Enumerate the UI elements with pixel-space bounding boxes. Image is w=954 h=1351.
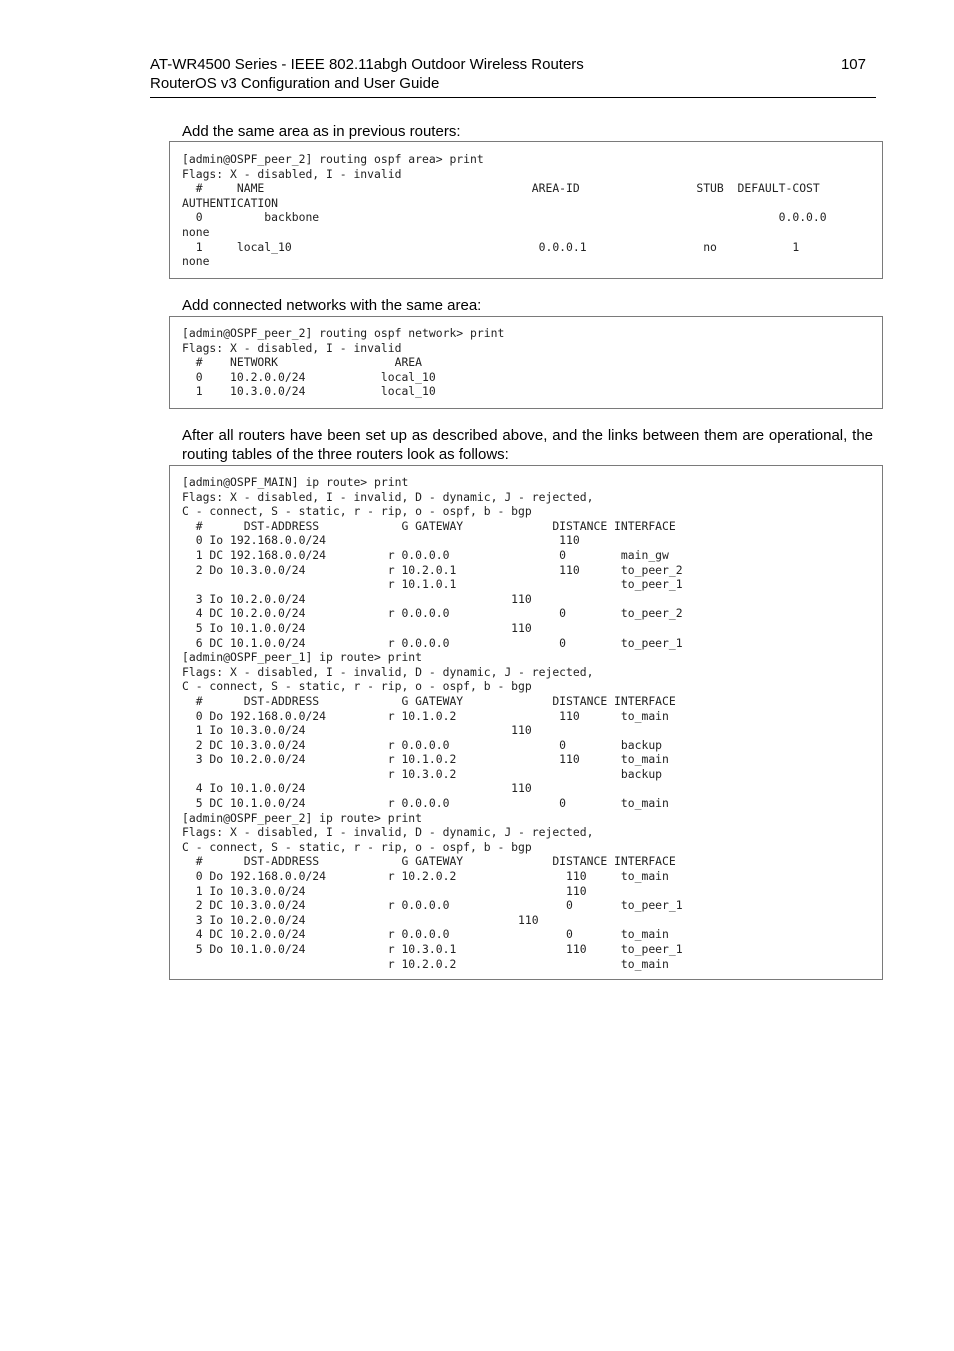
section-intro-area: Add the same area as in previous routers: <box>182 123 461 140</box>
code-block-routes <box>169 465 883 980</box>
code-block-network <box>169 316 883 409</box>
section-intro-routes: After all routers have been set up as described above, and the links between them are operational, the routing tables of the three routers look as follows: <box>182 427 873 463</box>
header-divider <box>150 97 876 98</box>
code-text-area: [admin@OSPF_peer_2] routing ospf area> print Flags: X - disabled, I - invalid # NAME AREA-ID STUB DEFAULT-COST AUTHENTICATION 0 backbone 0.0.0.0 none 1 local_10 0.0.0.1 no 1 none <box>182 152 827 269</box>
code-text-network: [admin@OSPF_peer_2] routing ospf network> print Flags: X - disabled, I - invalid # NETWORK AREA 0 10.2.0.0/24 local_10 1 10.3.0.0/24 local_10 <box>182 326 505 399</box>
code-text-routes: [admin@OSPF_MAIN] ip route> print Flags: X - disabled, I - invalid, D - dynamic, J - rejected, C - connect, S - static, r - rip, o - ospf, b - bgp # DST-ADDRESS G GATEWAY DISTANCE INTERFACE 0 Io 192.168.0.0/24 110 1 DC 192.168.0.0/24 r 0.0.0.0 0 main_gw 2 Do 10.3.0.0/24 r 10.2.0.1 110 to_peer_2 r 10.1.0.1 to_peer_1 3 Io 10.2.0.0/24 110 4 DC 10.2.0.0/24 r 0.0.0.0 0 to_peer_2 5 Io 10.1.0.0/24 110 6 DC 10.1.0.0/24 r 0.0.0.0 0 to_peer_1 [admin@OSPF_peer_1] ip route> print Flags: X - disabled, I - invalid, D - dynamic, J - rejected, C - connect, S - static, r - rip, o - ospf, b - bgp # DST-ADDRESS G GATEWAY DISTANCE INTERFACE 0 Do 192.168.0.0/24 r 10.1.0.2 110 to_main 1 Io 10.3.0.0/24 110 2 DC 10.3.0.0/24 r 0.0.0.0 0 backup 3 Do 10.2.0.0/24 r 10.1.0.2 110 to_main r 10.3.0.2 backup 4 Io 10.1.0.0/24 110 5 DC 10.1.0.0/24 r 0.0.0.0 0 to_main [admin@OSPF_peer_2] ip route> print Flags: X - disabled, I - invalid, D - dynamic, J - rejected, C - connect, S - static, r - rip, o - ospf, b - bgp # DST-ADDRESS G GATEWAY DISTANCE INTERFACE 0 Do 192.168.0.0/24 r 10.2.0.2 110 to_main 1 Io 10.3.0.0/24 110 2 DC 10.3.0.0/24 r 0.0.0.0 0 to_peer_1 3 Io 10.2.0.0/24 110 4 DC 10.2.0.0/24 r 0.0.0.0 0 to_main 5 Do 10.1.0.0/24 r 10.3.0.1 110 to_peer_1 r 10.2.0.2 to_main <box>182 475 683 971</box>
document-title: AT-WR4500 Series - IEEE 802.11abgh Outdoor Wireless Routers <box>150 56 584 73</box>
code-block-area <box>169 141 883 279</box>
document-subtitle: RouterOS v3 Configuration and User Guide <box>150 75 440 92</box>
section-intro-network: Add connected networks with the same area: <box>182 297 482 314</box>
page-number: 107 <box>840 56 866 73</box>
